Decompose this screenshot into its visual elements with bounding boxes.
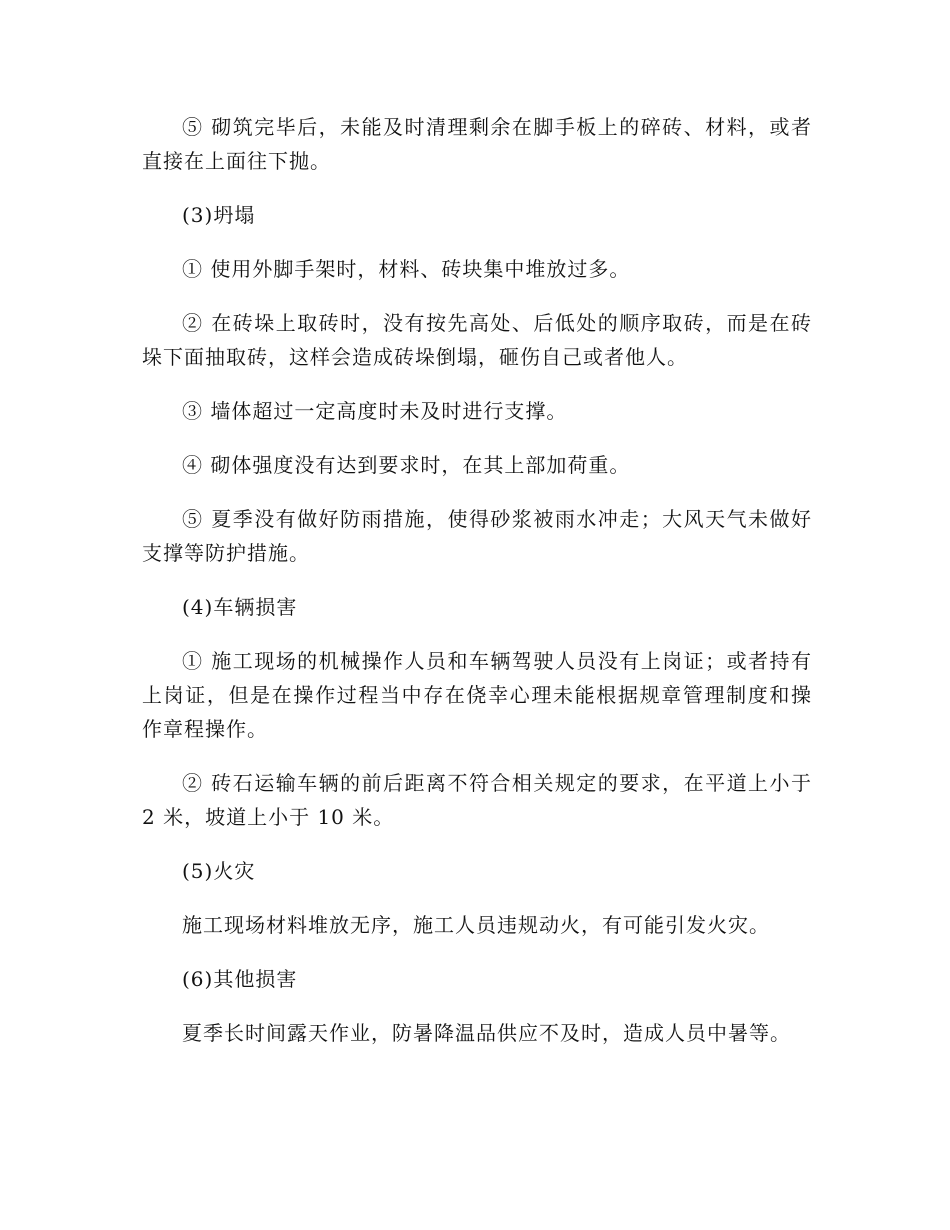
section-heading-other-damage: (6)其他损害 bbox=[182, 967, 298, 991]
paragraph-item-1-scaffold-load: ① 使用外脚手架时，材料、砖块集中堆放过多。 bbox=[182, 257, 631, 281]
section-heading-fire: (5)火灾 bbox=[182, 859, 256, 883]
paragraph-item-3-wall-support: ③ 墙体超过一定高度时未及时进行支撑。 bbox=[182, 399, 568, 423]
paragraph-item-4-masonry-strength: ④ 砌体强度没有达到要求时，在其上部加荷重。 bbox=[182, 453, 631, 477]
document-body bbox=[142, 110, 812, 1070]
paragraph-item-5-cleanup: ⑤ 砌筑完毕后，未能及时清理剩余在脚手板上的碎砖、材料，或者直接在上面往下抛。 bbox=[142, 115, 812, 173]
paragraph-item-2-brick-stack: ② 在砖垛上取砖时，没有按先高处、后低处的顺序取砖，而是在砖垛下面抽取砖，这样会造成砖垛倒塌，砸伤自己或者他人。 bbox=[142, 311, 812, 369]
section-heading-collapse: (3)坍塌 bbox=[182, 203, 256, 227]
paragraph-item-5-weather: ⑤ 夏季没有做好防雨措施，使得砂浆被雨水冲走；大风天气未做好支撑等防护措施。 bbox=[142, 507, 812, 565]
paragraph-item-1-operator-license: ① 施工现场的机械操作人员和车辆驾驶人员没有上岗证；或者持有上岗证，但是在操作过程当中存在侥幸心理未能根据规章管理制度和操作章程操作。 bbox=[142, 649, 812, 741]
paragraph-heatstroke: 夏季长时间露天作业，防暑降温品供应不及时，造成人员中暑等。 bbox=[182, 1021, 791, 1045]
section-heading-vehicle-damage: (4)车辆损害 bbox=[182, 595, 298, 619]
paragraph-fire-cause: 施工现场材料堆放无序，施工人员违规动火，有可能引发火灾。 bbox=[182, 913, 770, 937]
paragraph-item-2-vehicle-distance: ② 砖石运输车辆的前后距离不符合相关规定的要求，在平道上小于 2 米，坡道上小于 10 米。 bbox=[142, 771, 812, 829]
